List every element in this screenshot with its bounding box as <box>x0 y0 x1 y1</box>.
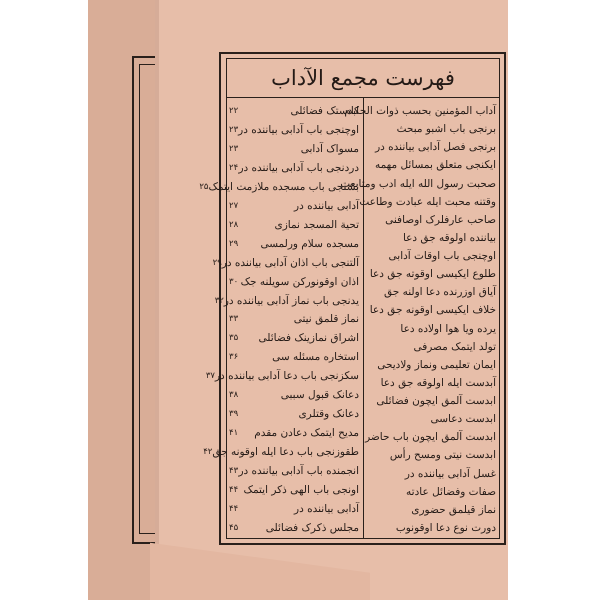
index-entry <box>229 407 361 422</box>
entry-title: انجمنده باب آدابی بیاننده در <box>238 465 359 478</box>
entry-page-number: ۴۴ <box>229 504 239 515</box>
entry-page-number: ۴۴ <box>229 485 239 496</box>
index-entry <box>366 158 498 173</box>
entry-title: صحبت رسول الله ایله ادب ومتابعت <box>340 177 496 190</box>
entry-title: صفات وفضائل عادته <box>406 485 496 498</box>
index-entry <box>366 521 498 536</box>
index-entry <box>229 483 361 498</box>
entry-page-number: ۳۷ <box>205 371 215 382</box>
entry-title: برنجی فصل آدابی بیاننده در <box>375 141 496 154</box>
entry-page-number: ۳۳ <box>229 314 239 325</box>
index-entry <box>203 445 361 460</box>
entry-title: اوچنجی باب اوقات آدابی <box>388 250 496 262</box>
entry-title: نماز قیلمق حضوری <box>411 503 496 516</box>
entry-title: دعانک قبول سببی <box>280 389 359 402</box>
index-entry <box>229 521 361 536</box>
index-entry <box>366 322 498 337</box>
index-entry <box>229 237 361 252</box>
index-entry <box>229 464 361 479</box>
entry-title: طلوع ایکیسی اوقوته جق دعا <box>369 268 496 281</box>
index-entry <box>229 388 361 403</box>
entry-title: ایکنجی متعلق بمسائل مهمه <box>374 159 496 172</box>
entry-page-number: ۲۳ <box>229 143 239 154</box>
entry-title: ایمان تعلیمی ونماز ولادیحی <box>377 358 496 371</box>
entry-page-number: ۲۹ <box>212 257 222 268</box>
entry-page-number: ۲۴ <box>229 162 239 173</box>
entry-page-number: ۴۳ <box>229 466 239 477</box>
entry-title: برنجی باب اشبو مبحث <box>396 123 496 136</box>
index-entry <box>205 369 361 384</box>
index-entry <box>340 177 498 192</box>
entry-title: غسل آدابی بیاننده در <box>404 467 496 480</box>
entry-title: یدنجی باب نماز آدابی بیاننده در <box>223 294 359 307</box>
index-entry <box>366 213 498 228</box>
entry-title: آبدست ایله اولوقه جق دعا <box>380 376 496 389</box>
column-divider <box>363 98 364 539</box>
entry-page-number: ۳۵ <box>229 333 239 344</box>
entry-title: اشراق نمازینک فضائلی <box>258 332 359 345</box>
entry-title: مسجده سلام ورلمسی <box>260 237 359 250</box>
index-entry <box>229 312 361 327</box>
entry-title: خلاف ایکیسی اوقونه جق دعا <box>369 304 496 317</box>
entry-page-number: ۳۰ <box>229 276 239 287</box>
entry-title: تولد ایتمک مصرفی <box>413 340 496 353</box>
entry-page-number: ۳۶ <box>229 352 239 363</box>
entry-title: مسواک آدابی <box>300 142 359 155</box>
entry-title: استخاره مسئله سی <box>272 351 359 364</box>
index-entry <box>366 412 498 427</box>
index-entry <box>359 195 498 210</box>
entry-title: بیاننده اولوقه جق دعا <box>402 231 496 244</box>
index-entry <box>366 376 498 391</box>
entry-page-number: ۲۷ <box>229 200 239 211</box>
index-entry <box>229 275 361 290</box>
index-column-right <box>340 104 498 536</box>
index-entry <box>366 394 498 409</box>
index-entry <box>229 331 361 346</box>
entry-page-number: ۳۸ <box>229 390 239 401</box>
index-entry <box>366 503 498 518</box>
index-entry <box>366 285 498 300</box>
index-entry <box>212 256 361 271</box>
index-entry <box>366 122 498 137</box>
index-entry <box>366 249 498 264</box>
entry-title: آیاق اوزرنده دعا اولنه جق <box>384 286 496 299</box>
entry-title: تحیة المسجد نمازی <box>274 218 359 231</box>
entry-page-number: ۳۹ <box>229 409 239 420</box>
index-entry <box>366 340 498 355</box>
index-entry <box>366 448 498 463</box>
entry-page-number: ۴۱ <box>229 428 239 439</box>
entry-title: ابدست نیتی ومسح رأس <box>389 449 496 462</box>
entry-page-number: ۴۲ <box>203 447 213 458</box>
entry-title: ابدستک فضائلی <box>290 105 359 117</box>
entry-page-number: ۳۲ <box>214 295 224 306</box>
index-entry <box>366 267 498 282</box>
entry-title: نماز قلمق نیتی <box>293 313 359 326</box>
entry-title: دعانک وقتلری <box>298 408 359 421</box>
entry-page-number: ۲۵ <box>199 181 209 192</box>
entry-title: مدیح ایتمک دعادن مقدم <box>254 427 359 440</box>
index-entry <box>229 104 361 119</box>
index-entry <box>366 140 498 155</box>
entry-title: اوچنجی باب آدابی بیاننده در <box>238 123 359 136</box>
index-entry <box>229 218 361 233</box>
index-entry <box>229 350 361 365</box>
index-entry <box>366 430 498 445</box>
entry-page-number: ۲۹ <box>229 238 239 249</box>
index-column-left <box>199 104 361 536</box>
entry-title: ابدست آلمق ایچون فضائلی <box>376 395 496 407</box>
page-edge-shadow <box>155 0 159 600</box>
entry-title: بشنجی باب مسجده ملازمت ایتمک <box>208 180 359 193</box>
entry-title: آلتنجی باب اذان آدابی بیاننده در <box>221 256 359 269</box>
entry-title: آداب المؤمنين بحسب ذوات الحكام <box>344 105 496 117</box>
index-title: فهرست مجمع الآداب <box>226 58 500 98</box>
index-entry <box>229 502 361 517</box>
entry-page-number: ۴۵ <box>229 522 239 533</box>
entry-title: طقوزنجی باب دعا ایله اوقونه جق <box>212 446 359 459</box>
index-entry <box>214 294 361 309</box>
entry-title: دورت نوع دعا اوقونوب <box>395 521 496 534</box>
entry-title: سکزنجی باب دعا آدابی بیاننده در <box>214 370 359 383</box>
entry-title: آدابی بیاننده در <box>294 199 359 212</box>
index-entry <box>366 358 498 373</box>
entry-title: صاحب عارفلرک اوصافنی <box>385 213 496 226</box>
entry-title: مجلس ذکرک فضائلی <box>265 521 359 534</box>
index-entry <box>229 199 361 214</box>
entry-page-number: ۲۸ <box>229 219 239 230</box>
entry-page-number: ۲۲ <box>229 106 239 116</box>
index-entry <box>229 426 361 441</box>
entry-title: ابدست آلمق ایچون باب حاضر <box>365 431 496 444</box>
entry-title: یرده ویا هوا اولاده دعا <box>400 322 496 335</box>
index-entry <box>229 142 361 157</box>
entry-title: ابدست دعاسی <box>430 413 496 426</box>
index-entry <box>229 161 361 176</box>
entry-title: وقتنه محبت ایله عبادت وطاعت <box>359 195 496 208</box>
index-entry <box>366 485 498 500</box>
index-entry <box>366 231 498 246</box>
index-entry <box>366 467 498 482</box>
entry-title: اذان اوقونورکن سویلنه جک <box>240 275 359 288</box>
index-entry <box>229 123 361 138</box>
entry-title: دردنجی باب آدابی بیاننده در <box>238 161 359 174</box>
entry-title: اونجی باب الهی ذکر ایتمک <box>243 484 359 497</box>
entry-title: آدابی بیاننده در <box>294 503 359 516</box>
entry-page-number: ۲۳ <box>229 124 239 135</box>
index-entry <box>366 303 498 318</box>
index-entry <box>344 104 498 119</box>
index-entry <box>199 180 361 195</box>
